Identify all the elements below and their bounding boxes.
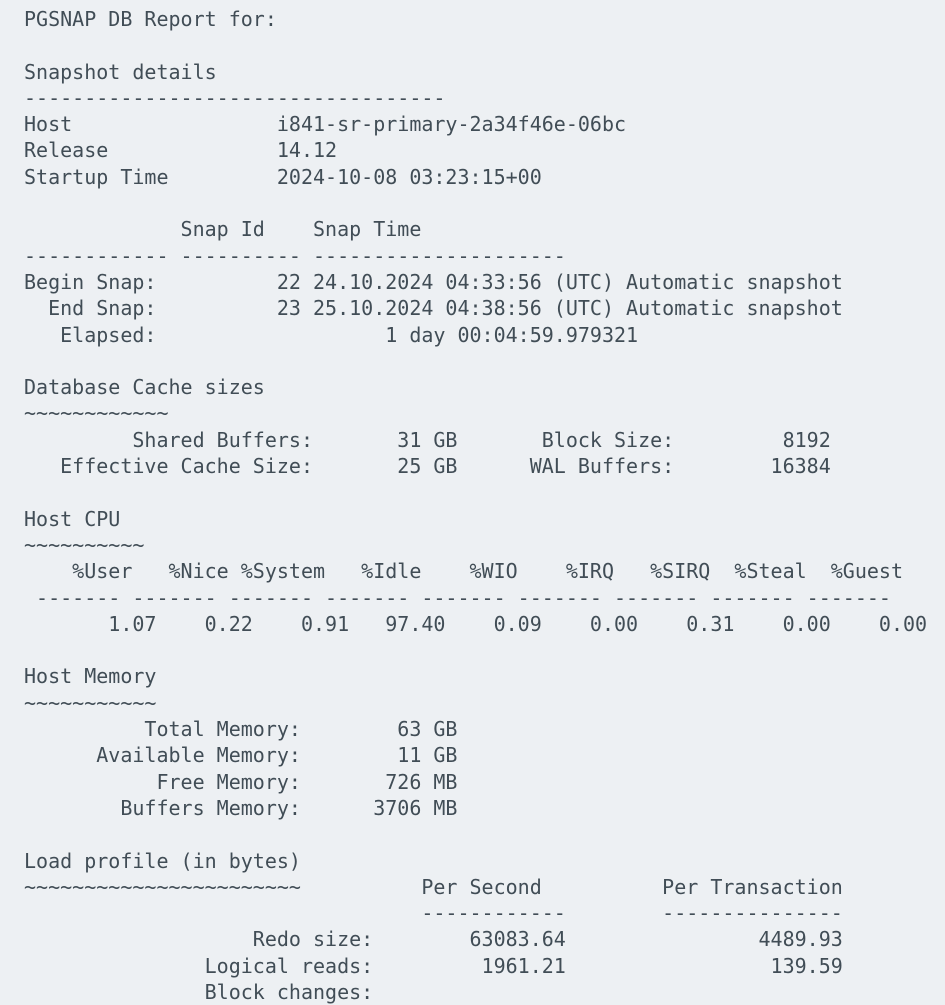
elapsed-row: Elapsed: 1 day 00:04:59.979321	[24, 322, 639, 347]
snapshot-details-heading: Snapshot details	[24, 59, 217, 84]
cache-sizes-heading: Database Cache sizes	[24, 375, 265, 400]
host-row: Host i841-sr-primary-2a34f46e-06bc	[24, 112, 627, 137]
host-memory-underline: ~~~~~~~~~~~	[24, 690, 157, 715]
load-profile-divider: ------------ ---------------	[24, 901, 843, 926]
blank-line	[24, 348, 945, 374]
host-cpu-column-header: %User %Nice %System %Idle %WIO %IRQ %SIRQ %Steal %Guest	[24, 559, 903, 584]
host-memory-heading: Host Memory	[24, 664, 157, 689]
end-snap-row: End Snap: 23 25.10.2024 04:38:56 (UTC) Automatic snapshot	[24, 296, 843, 321]
host-cpu-underline: ~~~~~~~~~~	[24, 532, 145, 557]
blank-line	[24, 479, 945, 505]
free-memory-row: Free Memory: 726 MB	[24, 769, 458, 794]
total-memory-row: Total Memory: 63 GB	[24, 717, 458, 742]
redo-size-row: Redo size: 63083.64 4489.93	[24, 927, 843, 952]
report-title: PGSNAP DB Report for:	[24, 7, 277, 31]
snapshot-details-divider: -----------------------------------	[24, 85, 446, 110]
release-row: Release 14.12	[24, 138, 338, 163]
blank-line	[24, 637, 945, 663]
available-memory-row: Available Memory: 11 GB	[24, 743, 458, 768]
logical-reads-row: Logical reads: 1961.21 139.59	[24, 953, 843, 978]
cache-sizes-row-effective-wal: Effective Cache Size: 25 GB WAL Buffers: 16384	[24, 454, 831, 479]
load-profile-column-header: ~~~~~~~~~~~~~~~~~~~~~~~ Per Second Per Transaction	[24, 874, 843, 899]
cache-sizes-underline: ~~~~~~~~~~~~	[24, 401, 169, 426]
begin-snap-row: Begin Snap: 22 24.10.2024 04:33:56 (UTC) Automatic snapshot	[24, 269, 843, 294]
load-profile-heading: Load profile (in bytes)	[24, 848, 301, 873]
blank-line	[24, 32, 945, 58]
buffers-memory-row: Buffers Memory: 3706 MB	[24, 795, 458, 820]
snap-table-divider: ------------ ---------- ---------------------	[24, 243, 566, 268]
blank-line	[24, 821, 945, 847]
startup-time-row: Startup Time 2024-10-08 03:23:15+00	[24, 164, 542, 189]
snap-table-header: Snap Id Snap Time	[24, 217, 422, 242]
host-cpu-values-row: 1.07 0.22 0.91 97.40 0.09 0.00 0.31 0.00 0.00	[24, 611, 928, 636]
block-changes-row-clipped: Block changes:	[24, 979, 374, 1004]
blank-line	[24, 190, 945, 216]
host-cpu-divider: ------- ------- ------- ------- ------- ------- ------- ------- -------	[24, 585, 891, 610]
host-cpu-heading: Host CPU	[24, 506, 121, 531]
cache-sizes-row-shared-block: Shared Buffers: 31 GB Block Size: 8192	[24, 427, 831, 452]
